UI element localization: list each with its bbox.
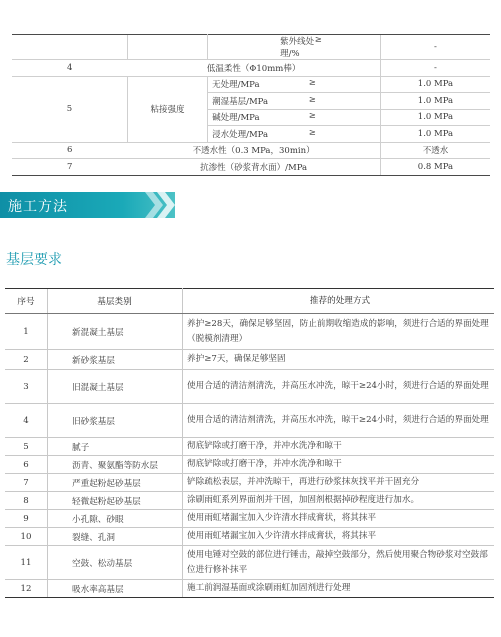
row-method: 彻底铲除或打磨干净，并冲水洗净和晾干 <box>183 438 495 456</box>
table-row <box>5 314 494 350</box>
spec-item-op: ≥ <box>308 94 316 105</box>
spec-row-item: 抗渗性（砂浆背水面）/MPa <box>127 159 380 176</box>
row-method: 使用电锤对空鼓的部位进行锤击，敲掉空鼓部分，然后使用聚合物砂浆对空鼓部位进行修补抹平 <box>183 546 495 580</box>
table-row <box>5 370 494 404</box>
spec-row-no <box>12 35 127 60</box>
row-type: 空鼓、松动基层 <box>48 546 183 580</box>
row-type: 新混凝土基层 <box>48 314 183 350</box>
spec-row-item <box>208 76 381 93</box>
spec-row-value: 0.8 MPa <box>380 159 490 176</box>
row-no: 3 <box>5 370 48 404</box>
row-type: 裂缝、孔洞 <box>48 528 183 546</box>
table-row <box>5 580 494 598</box>
row-no: 12 <box>5 580 48 598</box>
spec-row-item: 不透水性（0.3 MPa，30min） <box>127 142 380 159</box>
spec-row-no: 6 <box>12 142 127 159</box>
spec-row-value: 1.0 MPa <box>380 126 490 143</box>
spec-item-op: ≥ <box>308 127 316 138</box>
spec-row-item <box>208 93 381 110</box>
row-method: 施工前润湿基面或涂刷雨虹加固剂进行处理 <box>183 580 495 598</box>
row-method: 使用雨虹堵漏宝加入少许清水拌成膏状，将其抹平 <box>183 510 495 528</box>
table-row <box>5 404 494 438</box>
table-row <box>5 528 494 546</box>
spec-row-no: 5 <box>12 76 127 142</box>
row-method: 铲除疏松表层，并冲洗晾干，再进行砂浆抹灰找平并干固充分 <box>183 474 495 492</box>
row-no: 5 <box>5 438 48 456</box>
row-type: 小孔隙、砂眼 <box>48 510 183 528</box>
spec-row-no: 7 <box>12 159 127 176</box>
spec-row-item <box>208 35 381 60</box>
section-title: 基层要求 <box>6 252 62 268</box>
header-type: 基层类别 <box>48 289 183 314</box>
spec-row-item: 低温柔性（Φ10mm棒） <box>127 60 380 77</box>
requirements-table <box>5 288 494 598</box>
spec-item-op: ≥ <box>308 78 316 89</box>
banner-chevrons <box>145 192 185 218</box>
section-banner <box>0 192 175 218</box>
spec-item-label: 无处理/MPa <box>212 80 260 91</box>
spec-row <box>12 142 490 159</box>
spec-item-label: 浸水处理/MPa <box>212 129 269 140</box>
row-type: 旧混凝土基层 <box>48 370 183 404</box>
spec-row <box>12 159 490 176</box>
spec-item-label: 紫外线处理/% <box>280 37 315 59</box>
row-type: 轻微起粉起砂基层 <box>48 492 183 510</box>
row-method: 养护≥7天，确保足够坚固 <box>183 350 495 370</box>
row-method: 养护≥28天，确保足够坚固，防止前期收缩造成的影响，须进行合适的界面处理（脱模剂清理） <box>183 314 495 350</box>
row-method: 涂刷雨虹系列界面剂并干固，加固剂根据掉砂程度进行加水。 <box>183 492 495 510</box>
row-method: 彻底铲除或打磨干净，并冲水洗净和晾干 <box>183 456 495 474</box>
spec-row-value: 1.0 MPa <box>380 109 490 126</box>
spec-row-category <box>127 35 207 60</box>
row-method: 使用合适的清洁剂清洗，并高压水冲洗，晾干≥24小时，须进行合适的界面处理 <box>183 370 495 404</box>
row-type: 腻子 <box>48 438 183 456</box>
spec-row-category: 粘接强度 <box>127 76 207 142</box>
row-method: 使用雨虹堵漏宝加入少许清水拌成膏状，将其抹平 <box>183 528 495 546</box>
header-method: 推荐的处理方式 <box>183 289 495 314</box>
table-row <box>5 350 494 370</box>
spec-item-label: 碱处理/MPa <box>212 113 260 124</box>
spec-row <box>12 76 490 93</box>
table-row <box>5 510 494 528</box>
row-no: 7 <box>5 474 48 492</box>
spec-row-value: 1.0 MPa <box>380 76 490 93</box>
spec-row <box>12 35 490 60</box>
spec-row-item <box>208 109 381 126</box>
row-no: 9 <box>5 510 48 528</box>
spec-row-value: - <box>380 60 490 77</box>
spec-row-no: 4 <box>12 60 127 77</box>
row-no: 10 <box>5 528 48 546</box>
table-header-row <box>5 289 494 314</box>
table-row <box>5 456 494 474</box>
row-method: 使用合适的清洁剂清洗，并高压水冲洗，晾干≥24小时，须进行合适的界面处理 <box>183 404 495 438</box>
row-no: 2 <box>5 350 48 370</box>
spec-item-op: ≥ <box>314 35 322 45</box>
row-no: 8 <box>5 492 48 510</box>
spec-row-value: 1.0 MPa <box>380 93 490 110</box>
spec-item-label: 潮湿基层/MPa <box>212 96 269 107</box>
header-no: 序号 <box>5 289 48 314</box>
row-no: 6 <box>5 456 48 474</box>
row-type: 新砂浆基层 <box>48 350 183 370</box>
spec-row <box>12 60 490 77</box>
spec-row-item <box>208 126 381 143</box>
row-type: 沥青、聚氨酯等防水层 <box>48 456 183 474</box>
spec-item-op: ≥ <box>308 111 316 122</box>
row-type: 吸水率高基层 <box>48 580 183 598</box>
spec-row-value: - <box>380 35 490 60</box>
row-no: 4 <box>5 404 48 438</box>
spec-table <box>12 34 490 176</box>
spec-row-value: 不透水 <box>380 142 490 159</box>
row-no: 1 <box>5 314 48 350</box>
row-no: 11 <box>5 546 48 580</box>
table-row <box>5 474 494 492</box>
row-type: 严重起粉起砂基层 <box>48 474 183 492</box>
banner-title: 施工方法 <box>8 199 68 215</box>
row-type: 旧砂浆基层 <box>48 404 183 438</box>
table-row <box>5 546 494 580</box>
table-row <box>5 438 494 456</box>
table-row <box>5 492 494 510</box>
